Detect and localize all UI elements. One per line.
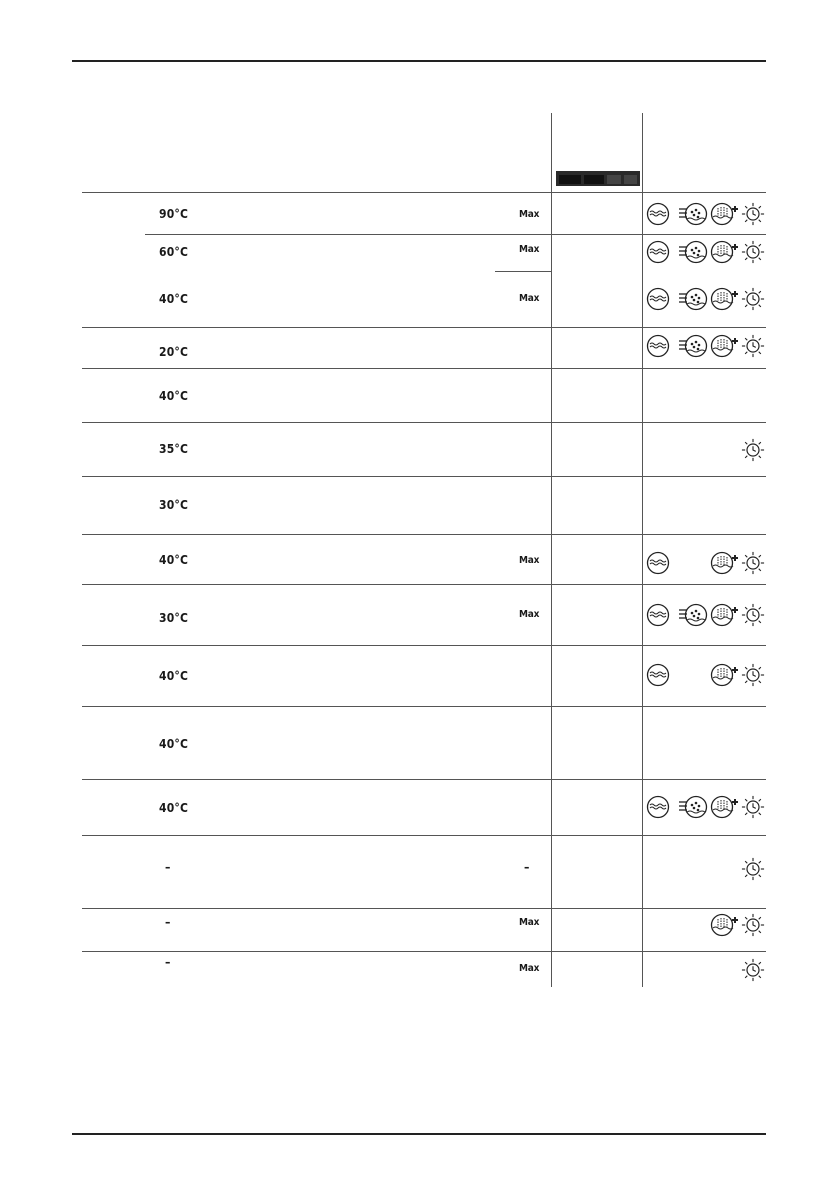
delay-icon — [740, 240, 766, 264]
delay-icon — [740, 551, 766, 575]
intensive-icon — [710, 913, 738, 937]
row-divider — [495, 271, 551, 272]
row-divider — [82, 192, 766, 193]
max-load-label: Max — [519, 917, 540, 928]
delay-icon — [740, 857, 766, 881]
intensive-icon — [710, 334, 738, 358]
row-divider — [82, 327, 766, 328]
max-load-label: Max — [519, 609, 540, 620]
delay-icon — [740, 913, 766, 937]
prewash-icon — [678, 287, 708, 311]
intensive-icon — [710, 551, 738, 575]
temperature-cell: – — [165, 860, 171, 874]
max-load-label: – — [524, 860, 530, 874]
temperature-cell: – — [165, 915, 171, 929]
temperature-cell: – — [165, 955, 171, 969]
max-load-label: Max — [519, 555, 540, 566]
rinse-icon — [646, 240, 670, 264]
max-load-label: Max — [519, 244, 540, 255]
row-divider — [82, 835, 766, 836]
delay-icon — [740, 202, 766, 226]
prewash-icon — [678, 202, 708, 226]
delay-icon — [740, 334, 766, 358]
temperature-cell: 40°C — [159, 669, 189, 683]
temperature-cell: 40°C — [159, 737, 189, 751]
intensive-icon — [710, 795, 738, 819]
delay-icon — [740, 795, 766, 819]
intensive-icon — [710, 202, 738, 226]
column-divider-spin — [551, 113, 552, 987]
max-load-label: Max — [519, 293, 540, 304]
delay-icon — [740, 438, 766, 462]
row-divider — [82, 422, 766, 423]
temperature-cell: 90°C — [159, 207, 189, 221]
intensive-icon — [710, 287, 738, 311]
row-divider — [82, 645, 766, 646]
row-divider — [82, 476, 766, 477]
prewash-icon — [678, 603, 708, 627]
column-divider-options — [642, 113, 643, 987]
prewash-icon — [678, 334, 708, 358]
prewash-icon — [678, 795, 708, 819]
temperature-cell: 30°C — [159, 498, 189, 512]
delay-icon — [740, 663, 766, 687]
rinse-icon — [646, 202, 670, 226]
max-load-label: Max — [519, 963, 540, 974]
row-divider — [145, 234, 766, 235]
intensive-icon — [710, 603, 738, 627]
temperature-cell: 60°C — [159, 245, 189, 259]
bottom-rule — [72, 1133, 766, 1135]
row-divider — [82, 908, 766, 909]
rinse-icon — [646, 287, 670, 311]
intensive-icon — [710, 240, 738, 264]
delay-icon — [740, 603, 766, 627]
temperature-cell: 30°C — [159, 611, 189, 625]
rinse-icon — [646, 663, 670, 687]
row-divider — [82, 534, 766, 535]
rinse-icon — [646, 551, 670, 575]
temperature-cell: 40°C — [159, 389, 189, 403]
temperature-cell: 40°C — [159, 801, 189, 815]
rinse-icon — [646, 603, 670, 627]
spin-level-bar — [556, 171, 640, 186]
rinse-icon — [646, 795, 670, 819]
temperature-cell: 35°C — [159, 442, 189, 456]
temperature-cell: 20°C — [159, 345, 189, 359]
row-divider — [82, 951, 766, 952]
row-divider — [82, 706, 766, 707]
delay-icon — [740, 287, 766, 311]
row-divider — [82, 368, 766, 369]
row-divider — [82, 584, 766, 585]
temperature-cell: 40°C — [159, 553, 189, 567]
temperature-cell: 40°C — [159, 292, 189, 306]
intensive-icon — [710, 663, 738, 687]
max-load-label: Max — [519, 209, 540, 220]
rinse-icon — [646, 334, 670, 358]
top-rule — [72, 60, 766, 62]
row-divider — [82, 779, 766, 780]
delay-icon — [740, 958, 766, 982]
prewash-icon — [678, 240, 708, 264]
